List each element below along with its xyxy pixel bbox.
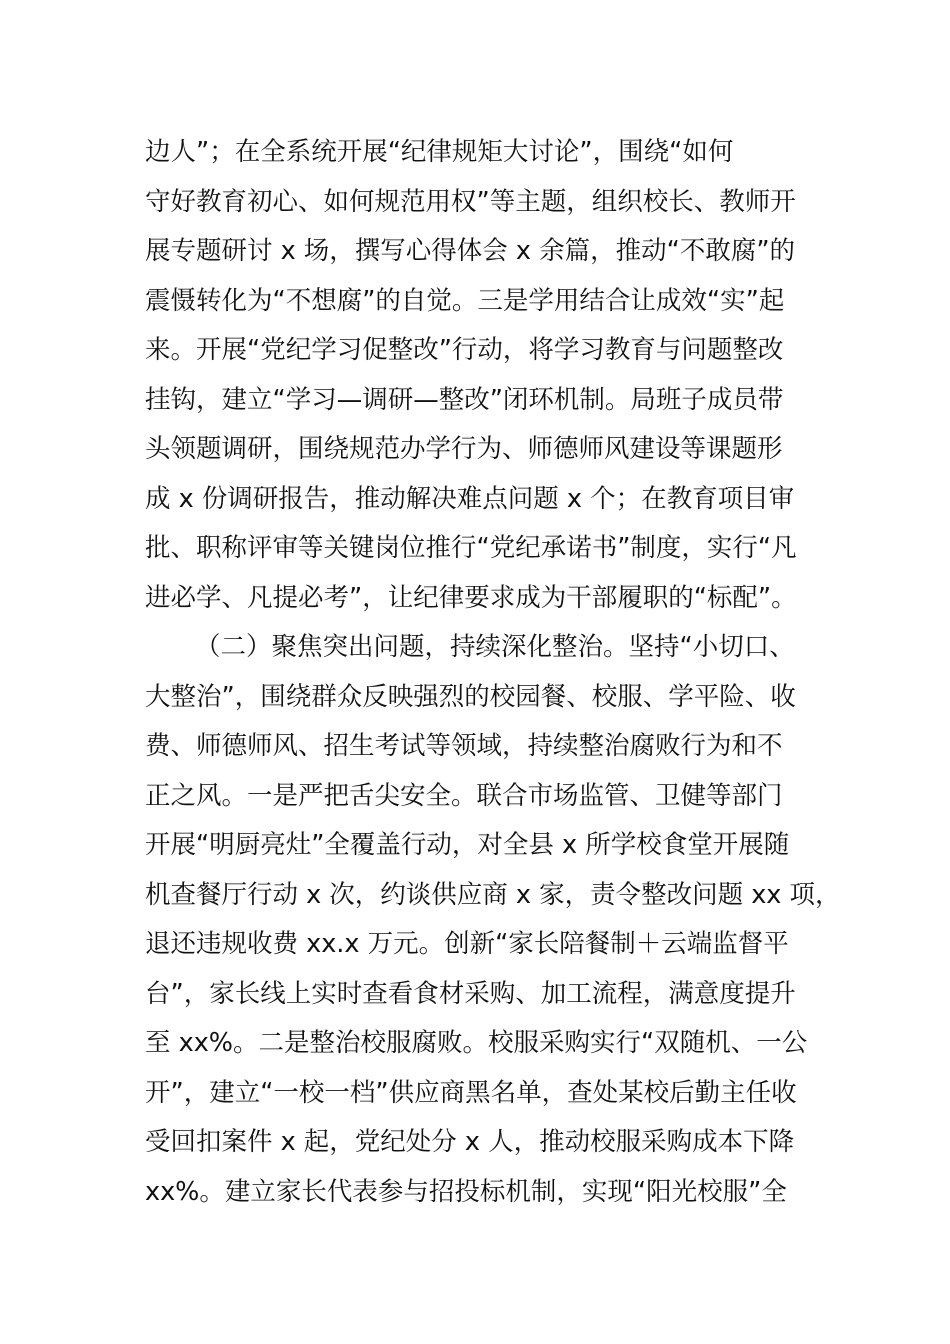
section-heading-line: （二）聚焦突出问题，持续深化整治。坚持“小切口、 <box>195 632 795 662</box>
text-line: 机查餐厅行动 x 次，约谈供应商 x 家，责令整改问题 xx 项， <box>145 879 841 910</box>
text-line: 守好教育初心、如何规范用权”等主题，组织校长、教师开 <box>145 186 796 217</box>
text-line: 开”，建立“一校一档”供应商黑名单，查处某校后勤主任收 <box>145 1077 797 1108</box>
text-line: 成 x 份调研报告，推动解决难点问题 x 个；在教育项目审 <box>145 483 795 514</box>
text-line: 大整治”，围绕群众反映强烈的校园餐、校服、学平险、收 <box>145 681 796 712</box>
text-line: 来。开展“党纪学习促整改”行动，将学习教育与问题整改 <box>145 335 784 365</box>
text-line: 至 xx%。二是整治校服腐败。校服采购实行“双随机、一公 <box>145 1028 808 1058</box>
text-line: xx%。建立家长代表参与招投标机制，实现“阳光校服”全 <box>145 1176 787 1207</box>
text-line: 展专题研讨 x 场，撰写心得体会 x 余篇，推动“不敢腐”的 <box>145 236 796 266</box>
text-line: 进必学、凡提必考”，让纪律要求成为干部履职的“标配”。 <box>145 582 797 613</box>
text-line: 受回扣案件 x 起，党纪处分 x 人，推动校服采购成本下降 <box>145 1127 795 1157</box>
text-line: 正之风。一是严把舌尖安全。联合市场监管、卫健等部门 <box>145 780 783 811</box>
text-line: 头领题调研，围绕规范办学行为、师德师风建设等课题形 <box>145 434 783 464</box>
text-line: 边人”；在全系统开展“纪律规矩大讨论”，围绕“如何 <box>145 137 734 167</box>
text-line: 费、师德师风、招生考试等领域，持续整治腐败行为和不 <box>145 731 783 761</box>
document-body <box>145 128 841 1217</box>
text-line: 震慑转化为“不想腐”的自觉。三是学用结合让成效“实”起 <box>145 285 785 316</box>
text-line: 批、职称评审等关键岗位推行“党纪承诺书”制度，实行“凡 <box>145 533 797 563</box>
text-line: 台”，家长线上实时查看食材采购、加工流程，满意度提升 <box>145 978 796 1009</box>
text-line: 退还违规收费 xx.x 万元。创新“家长陪餐制＋云端监督平 <box>145 929 789 959</box>
text-line: 挂钩，建立“学习—调研—整改”闭环机制。局班子成员带 <box>145 384 784 415</box>
text-line: 开展“明厨亮灶”全覆盖行动，对全县 x 所学校食堂开展随 <box>145 830 790 860</box>
